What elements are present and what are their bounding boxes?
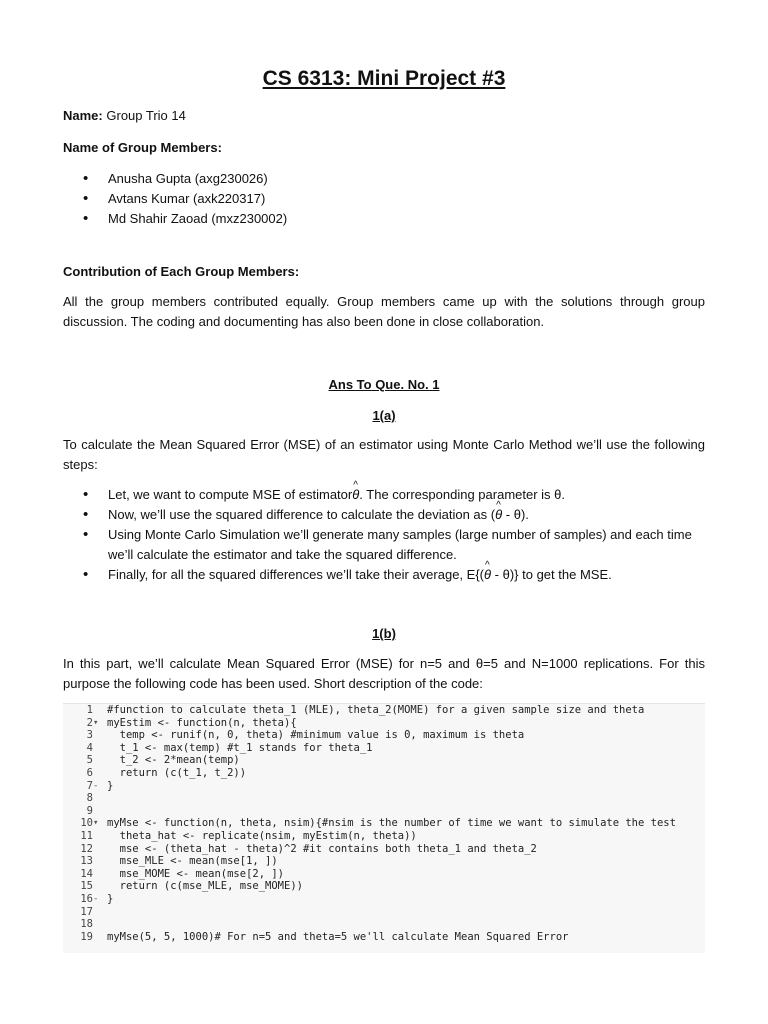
part-b-intro: In this part, we’ll calculate Mean Squared Error (MSE) for n=5 and θ=5 and N=1000 replications. For this purpose the following code has been used. Short description of the code: xyxy=(63,656,705,691)
step-text: Finally, for all the squared differences we’ll take their average, E{( xyxy=(108,567,484,582)
part-a-steps xyxy=(63,485,705,585)
step-text: Let, we want to compute MSE of estimator xyxy=(108,487,353,502)
members-heading: Name of Group Members: xyxy=(63,140,222,155)
code-line xyxy=(63,729,705,742)
part-a-intro: To calculate the Mean Squared Error (MSE) of an estimator using Monte Carlo Method we’ll use the following steps: xyxy=(63,437,705,472)
theta-hat-symbol: ^ θ xyxy=(352,485,359,505)
code-line xyxy=(63,855,705,868)
name-line xyxy=(63,108,186,123)
code-line xyxy=(63,792,705,805)
line-number: 19 xyxy=(80,930,93,943)
step-item: • Using Monte Carlo Simulation we’ll generate many samples (large number of samples) and each time we’ll calculate the estimator and take the squared difference. xyxy=(63,525,705,565)
contribution-heading: Contribution of Each Group Members: xyxy=(63,264,300,279)
code-line xyxy=(63,704,705,717)
code-line xyxy=(63,742,705,755)
theta-hat-symbol: ^ θ xyxy=(495,505,502,525)
member-item: • Anusha Gupta (axg230026) xyxy=(63,169,705,189)
code-line xyxy=(63,805,705,818)
line-number: 4 xyxy=(86,741,93,754)
name-value: Group Trio 14 xyxy=(106,108,186,123)
code-line xyxy=(63,754,705,767)
step-text: . The corresponding parameter is θ. xyxy=(359,487,565,502)
code-text: temp <- runif(n, 0, theta) #minimum value is 0, maximum is theta xyxy=(107,729,525,742)
code-line xyxy=(63,931,705,944)
line-number: 9 xyxy=(86,804,93,817)
code-line xyxy=(63,843,705,856)
code-text: return (c(t_1, t_2)) xyxy=(107,766,247,779)
contribution-paragraph: All the group members contributed equally. Group members came up with the solutions through group discussion. The coding and documenting has also been done in close collaboration. xyxy=(63,294,705,329)
line-number: 16 xyxy=(80,892,93,905)
code-line xyxy=(63,868,705,881)
line-number: 5 xyxy=(86,754,93,767)
members-list xyxy=(63,169,705,229)
code-line xyxy=(63,817,705,830)
line-number: 11 xyxy=(80,829,93,842)
part-b-heading: 1(b) xyxy=(372,626,396,641)
member-item: • Avtans Kumar (axk220317) xyxy=(63,189,705,209)
fold-marker: - xyxy=(93,780,99,791)
code-text: mse <- (theta_hat - theta)^2 #it contains both theta_1 and theta_2 xyxy=(107,842,537,855)
line-number: 3 xyxy=(86,729,93,742)
code-line xyxy=(63,780,705,793)
code-line xyxy=(63,906,705,919)
part-a-heading: 1(a) xyxy=(372,408,396,423)
code-line xyxy=(63,717,705,730)
step-text: - θ). xyxy=(502,507,529,522)
code-text: myEstim <- function(n, theta){ xyxy=(107,716,297,729)
code-line xyxy=(63,893,705,906)
code-text: } xyxy=(107,779,114,792)
code-text: } xyxy=(107,892,114,905)
line-number: 8 xyxy=(86,792,93,805)
code-text: t_2 <- 2*mean(temp) xyxy=(107,754,240,767)
line-number: 2 xyxy=(86,716,93,729)
line-number: 1 xyxy=(86,704,93,716)
code-text: t_1 <- max(temp) #t_1 stands for theta_1 xyxy=(107,741,373,754)
page-title: CS 6313: Mini Project #3 xyxy=(262,67,506,90)
code-line xyxy=(63,880,705,893)
line-number: 6 xyxy=(86,766,93,779)
step-item xyxy=(63,485,705,505)
fold-marker: - xyxy=(93,893,99,904)
theta-hat-symbol: ^ θ xyxy=(484,565,491,585)
line-number: 10 xyxy=(80,817,93,830)
fold-marker: ▾ xyxy=(93,717,99,728)
line-number: 13 xyxy=(80,855,93,868)
code-line xyxy=(63,767,705,780)
line-number: 17 xyxy=(80,905,93,918)
code-text: #function to calculate theta_1 (MLE), theta_2(MOME) for a given sample size and theta xyxy=(107,704,645,716)
code-text: return (c(mse_MLE, mse_MOME)) xyxy=(107,880,303,893)
line-number: 7 xyxy=(86,779,93,792)
code-line xyxy=(63,918,705,931)
code-block xyxy=(63,703,705,953)
code-text: mse_MOME <- mean(mse[2, ]) xyxy=(107,867,285,880)
code-text: mse_MLE <- mean(mse[1, ]) xyxy=(107,855,278,868)
member-item: • Md Shahir Zaoad (mxz230002) xyxy=(63,209,705,229)
fold-marker: ▾ xyxy=(93,818,99,829)
line-number: 14 xyxy=(80,867,93,880)
line-number: 12 xyxy=(80,842,93,855)
line-number: 18 xyxy=(80,918,93,931)
step-text: Now, we’ll use the squared difference to calculate the deviation as ( xyxy=(108,507,496,522)
code-text: myMse(5, 5, 1000)# For n=5 and theta=5 we'll calculate Mean Squared Error xyxy=(107,930,569,943)
step-text: - θ)} to get the MSE. xyxy=(491,567,612,582)
answer-heading: Ans To Que. No. 1 xyxy=(328,377,440,392)
step-item xyxy=(63,505,705,525)
name-label: Name: xyxy=(63,108,103,123)
code-line xyxy=(63,830,705,843)
line-number: 15 xyxy=(80,880,93,893)
code-text: myMse <- function(n, theta, nsim){#nsim is the number of time we want to simulate the test xyxy=(107,817,676,830)
step-item xyxy=(63,565,705,585)
code-text: theta_hat <- replicate(nsim, myEstim(n, theta)) xyxy=(107,829,417,842)
